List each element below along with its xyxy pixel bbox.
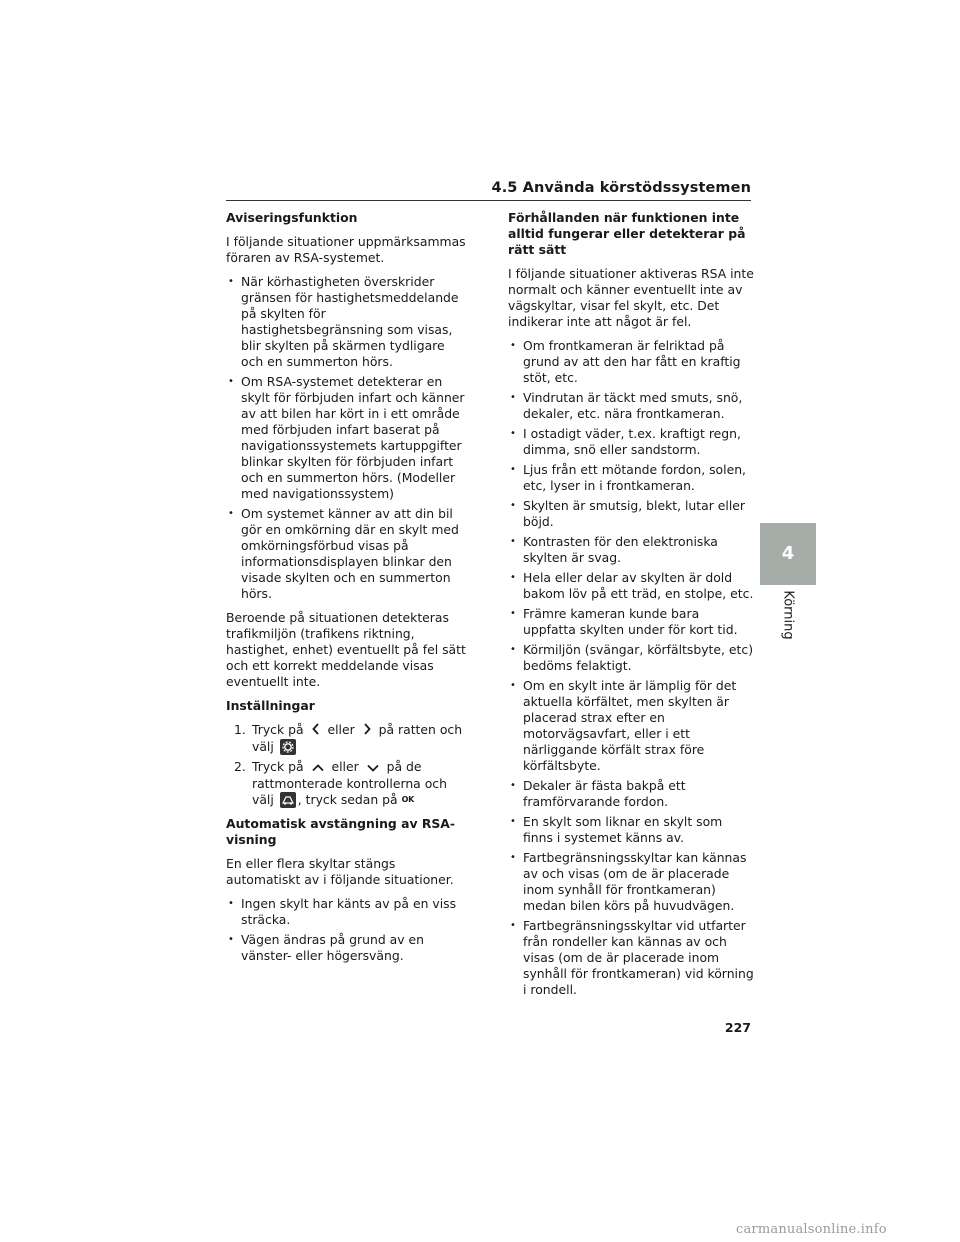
list-item: • När körhastigheten överskrider gränsen för hastighetsmeddelande på skylten för hastighetsbegränsning som visas, blir skylten på skärmen tydligare och en summerton hörs. <box>226 274 466 370</box>
ok-button-icon: OK <box>401 795 415 804</box>
chevron-up-icon <box>312 760 324 776</box>
list-item: • Om RSA-systemet detekterar en skylt för förbjuden infart och känner av att bilen har kört in i ett område med förbjuden infart baserat på navigationssystemets kartuppgifter blinkar skylten för förbjuden infart och en summerton hörs. (Modeller med navigationssystem) <box>226 374 466 502</box>
right-column <box>508 210 754 1006</box>
list-item: • En skylt som liknar en skylt som finns i systemet känns av. <box>508 814 754 846</box>
heading-auto-off: Automatisk avstängning av RSA-visning <box>226 816 456 847</box>
section-header: 4.5 Använda körstödssystemen <box>491 180 751 196</box>
conditions-intro: I följande situationer aktiveras RSA inte normalt och känner eventuellt inte av vägskyltar, visar fel skylt, etc. Det indikerar inte att något är fel. <box>508 266 754 329</box>
chapter-label: Körning <box>780 590 796 640</box>
list-item: • Kontrasten för den elektroniska skylten är svag. <box>508 534 754 566</box>
chapter-label-area <box>762 585 814 645</box>
chevron-left-icon <box>312 723 320 739</box>
list-item: • Fartbegränsningsskyltar kan kännas av och visas (om de är placerade inom synhåll för frontkameran) medan bilen körs på huvudvägen. <box>508 850 754 914</box>
heading-conditions: Förhållanden när funktionen inte alltid fungerar eller detekterar på rätt sätt <box>508 210 746 257</box>
list-item: • Fartbegränsningsskyltar vid utfarter från rondeller kan kännas av och visas (om de är placerade inom synhåll för frontkameran) vid körning i rondell. <box>508 918 754 998</box>
context-paragraph: Beroende på situationen detekteras trafikmiljön (trafikens riktning, hastighet, enhet) eventuellt på fel sätt och ett korrekt meddelande visas eventuellt inte. <box>226 610 466 689</box>
list-item: • Främre kameran kunde bara uppfatta skylten under för kort tid. <box>508 606 754 638</box>
step-1: 1. Tryck på eller på ratten och välj <box>234 722 463 754</box>
list-item: • Om frontkameran är felriktad på grund av att den har fått en kraftig stöt, etc. <box>508 338 754 386</box>
intro-paragraph: I följande situationer uppmärksammas föraren av RSA-systemet. <box>226 234 466 265</box>
list-item: • Vägen ändras på grund av en vänster- eller högersväng. <box>226 932 466 964</box>
auto-off-list <box>226 896 466 964</box>
list-item: • Hela eller delar av skylten är dold bakom löv på ett träd, en stolpe, etc. <box>508 570 754 602</box>
header-rule <box>226 200 751 201</box>
list-item: • Skylten är smutsig, blekt, lutar eller böjd. <box>508 498 754 530</box>
list-item: • Ingen skylt har känts av på en viss sträcka. <box>226 896 466 928</box>
chapter-number: 4 <box>781 543 795 564</box>
auto-off-paragraph: En eller flera skyltar stängs automatiskt av i följande situationer. <box>226 856 454 887</box>
left-column <box>226 210 466 972</box>
step-number: 1. <box>234 722 246 737</box>
settings-gear-icon <box>280 739 296 755</box>
list-item: • Dekaler är fästa bakpå ett framförvarande fordon. <box>508 778 754 810</box>
page-number: 227 <box>724 1020 751 1035</box>
step-2: 2. Tryck på eller på de rattmonterade kontrollerna och välj , tryck sedan på OK <box>234 759 447 807</box>
step-number: 2. <box>234 759 246 774</box>
chevron-right-icon <box>363 723 371 739</box>
list-item: • Om systemet känner av att din bil gör en omkörning där en skylt med omkörningsförbud visas på informationsdisplayen blinkar den visade skylten och en summerton hörs. <box>226 506 466 602</box>
list-item: • I ostadigt väder, t.ex. kraftigt regn, dimma, snö eller sandstorm. <box>508 426 754 458</box>
chevron-down-icon <box>367 760 379 776</box>
conditions-list <box>508 338 754 998</box>
heading-settings: Inställningar <box>226 698 315 713</box>
notification-list <box>226 274 466 602</box>
list-item: • Ljus från ett mötande fordon, solen, etc, lyser in i frontkameran. <box>508 462 754 494</box>
list-item: • Om en skylt inte är lämplig för det aktuella körfältet, men skylten är placerad strax efter en motorvägsavfart, eller i ett närliggande körfält strax före körfältsbyte. <box>508 678 754 774</box>
watermark: carmanualsonline.info <box>736 1222 887 1237</box>
list-item: • Körmiljön (svängar, körfältsbyte, etc) bedöms felaktigt. <box>508 642 754 674</box>
list-item: • Vindrutan är täckt med smuts, snö, dekaler, etc. nära frontkameran. <box>508 390 754 422</box>
heading-notification: Aviseringsfunktion <box>226 210 358 225</box>
chapter-tab <box>760 523 816 585</box>
driving-assist-icon <box>280 792 296 808</box>
settings-steps <box>226 722 466 808</box>
